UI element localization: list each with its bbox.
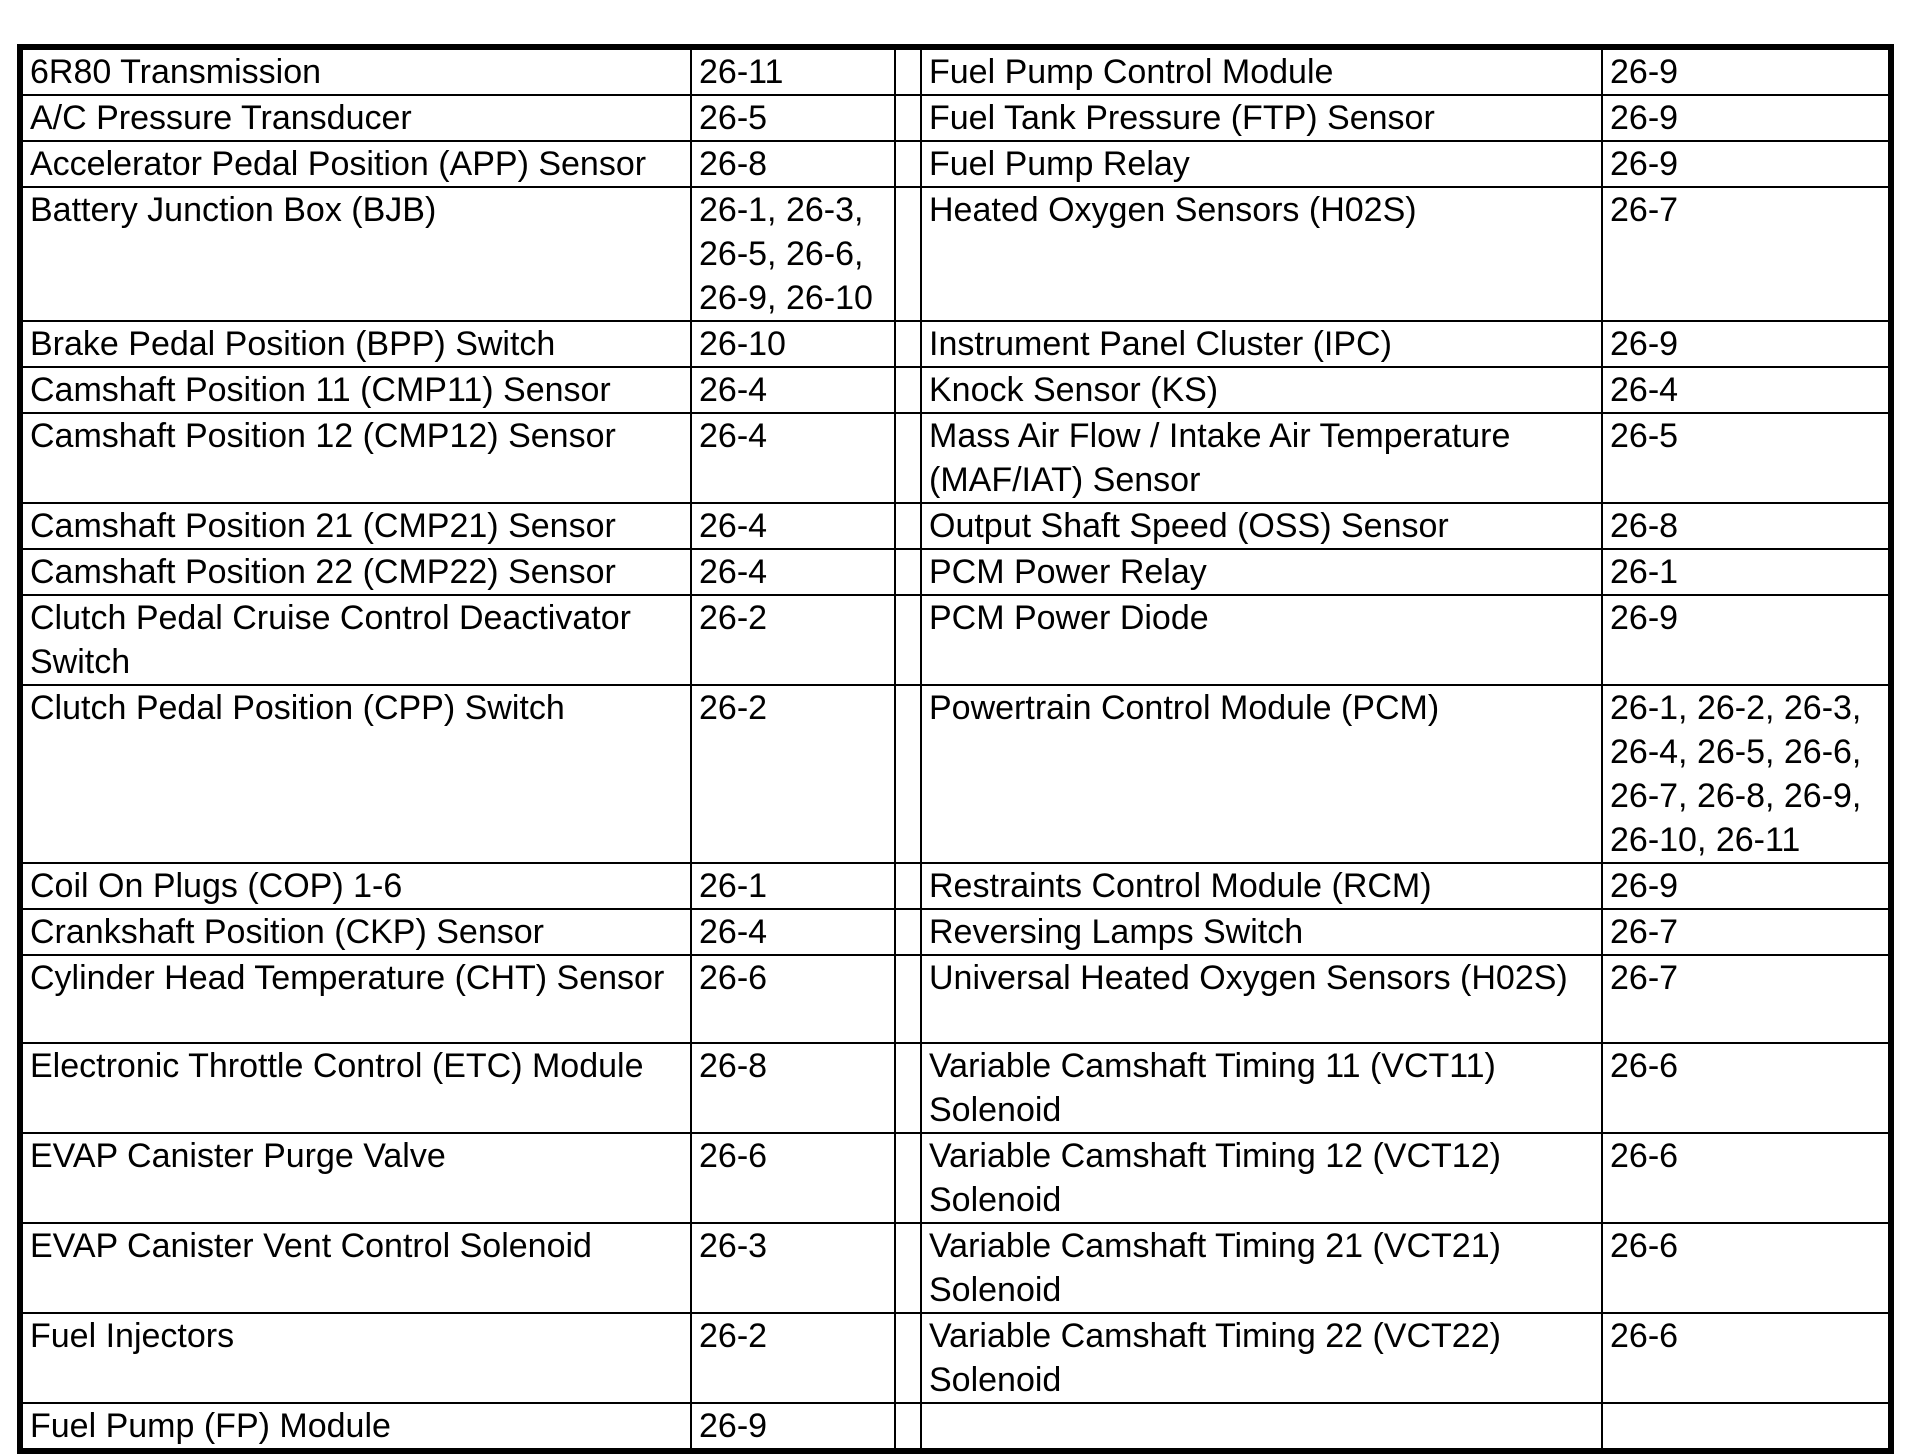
left-component-name: A/C Pressure Transducer xyxy=(20,95,691,141)
right-page-ref: 26-9 xyxy=(1602,47,1891,95)
left-component-name: Brake Pedal Position (BPP) Switch xyxy=(20,321,691,367)
right-page-ref: 26-6 xyxy=(1602,1223,1891,1313)
left-page-ref: 26-6 xyxy=(691,955,895,1043)
left-page-ref: 26-10 xyxy=(691,321,895,367)
right-page-ref: 26-7 xyxy=(1602,955,1891,1043)
right-page-ref: 26-7 xyxy=(1602,909,1891,955)
right-page-ref: 26-9 xyxy=(1602,141,1891,187)
left-page-ref: 26-11 xyxy=(691,47,895,95)
right-page-ref: 26-8 xyxy=(1602,503,1891,549)
left-component-name: Crankshaft Position (CKP) Sensor xyxy=(20,909,691,955)
index-row xyxy=(20,1133,1891,1223)
index-row xyxy=(20,685,1891,863)
index-row xyxy=(20,503,1891,549)
column-gap xyxy=(895,321,921,367)
index-row xyxy=(20,1043,1891,1133)
right-page-ref: 26-4 xyxy=(1602,367,1891,413)
index-row xyxy=(20,595,1891,685)
left-component-name: EVAP Canister Purge Valve xyxy=(20,1133,691,1223)
right-component-name: Variable Camshaft Timing 12 (VCT12) Solenoid xyxy=(921,1133,1602,1223)
column-gap xyxy=(895,595,921,685)
left-component-name: Battery Junction Box (BJB) xyxy=(20,187,691,321)
column-gap xyxy=(895,141,921,187)
index-row xyxy=(20,863,1891,909)
right-page-ref: 26-1 xyxy=(1602,549,1891,595)
right-page-ref: 26-9 xyxy=(1602,595,1891,685)
left-page-ref: 26-6 xyxy=(691,1133,895,1223)
right-component-name: Mass Air Flow / Intake Air Temperature (MAF/IAT) Sensor xyxy=(921,413,1602,503)
right-component-name: Universal Heated Oxygen Sensors (H02S) xyxy=(921,955,1602,1043)
left-component-name: Fuel Injectors xyxy=(20,1313,691,1403)
column-gap xyxy=(895,367,921,413)
right-component-name: Variable Camshaft Timing 11 (VCT11) Solenoid xyxy=(921,1043,1602,1133)
right-component-name: Instrument Panel Cluster (IPC) xyxy=(921,321,1602,367)
left-component-name: Coil On Plugs (COP) 1-6 xyxy=(20,863,691,909)
left-component-name: Clutch Pedal Position (CPP) Switch xyxy=(20,685,691,863)
left-component-name: Accelerator Pedal Position (APP) Sensor xyxy=(20,141,691,187)
left-page-ref: 26-2 xyxy=(691,685,895,863)
left-component-name: Electronic Throttle Control (ETC) Module xyxy=(20,1043,691,1133)
left-component-name: Clutch Pedal Cruise Control Deactivator Switch xyxy=(20,595,691,685)
column-gap xyxy=(895,95,921,141)
right-component-name xyxy=(921,1403,1602,1451)
column-gap xyxy=(895,1133,921,1223)
left-page-ref: 26-2 xyxy=(691,1313,895,1403)
index-row xyxy=(20,413,1891,503)
right-page-ref: 26-6 xyxy=(1602,1313,1891,1403)
left-page-ref: 26-4 xyxy=(691,549,895,595)
right-component-name: Heated Oxygen Sensors (H02S) xyxy=(921,187,1602,321)
column-gap xyxy=(895,1043,921,1133)
index-row xyxy=(20,367,1891,413)
left-page-ref: 26-2 xyxy=(691,595,895,685)
index-row xyxy=(20,95,1891,141)
left-page-ref: 26-4 xyxy=(691,909,895,955)
right-page-ref: 26-1, 26-2, 26-3, 26-4, 26-5, 26-6, 26-7, 26-8, 26-9, 26-10, 26-11 xyxy=(1602,685,1891,863)
right-component-name: Variable Camshaft Timing 21 (VCT21) Solenoid xyxy=(921,1223,1602,1313)
left-page-ref: 26-5 xyxy=(691,95,895,141)
left-component-name: Camshaft Position 22 (CMP22) Sensor xyxy=(20,549,691,595)
left-page-ref: 26-1, 26-3, 26-5, 26-6, 26-9, 26-10 xyxy=(691,187,895,321)
left-component-name: Camshaft Position 12 (CMP12) Sensor xyxy=(20,413,691,503)
left-page-ref: 26-8 xyxy=(691,1043,895,1133)
right-component-name: PCM Power Diode xyxy=(921,595,1602,685)
column-gap xyxy=(895,1403,921,1451)
right-component-name: Fuel Pump Relay xyxy=(921,141,1602,187)
index-row xyxy=(20,1313,1891,1403)
right-component-name: Knock Sensor (KS) xyxy=(921,367,1602,413)
left-page-ref: 26-4 xyxy=(691,503,895,549)
left-component-name: EVAP Canister Vent Control Solenoid xyxy=(20,1223,691,1313)
index-row xyxy=(20,549,1891,595)
index-row xyxy=(20,187,1891,321)
index-row xyxy=(20,1223,1891,1313)
column-gap xyxy=(895,955,921,1043)
column-gap xyxy=(895,549,921,595)
left-component-name: Camshaft Position 11 (CMP11) Sensor xyxy=(20,367,691,413)
component-index-table xyxy=(17,44,1894,1454)
right-component-name: Reversing Lamps Switch xyxy=(921,909,1602,955)
index-row xyxy=(20,909,1891,955)
left-page-ref: 26-9 xyxy=(691,1403,895,1451)
left-page-ref: 26-4 xyxy=(691,413,895,503)
column-gap xyxy=(895,503,921,549)
column-gap xyxy=(895,685,921,863)
column-gap xyxy=(895,1223,921,1313)
right-page-ref: 26-6 xyxy=(1602,1133,1891,1223)
index-row xyxy=(20,955,1891,1043)
left-page-ref: 26-1 xyxy=(691,863,895,909)
index-row xyxy=(20,47,1891,95)
left-component-name: Fuel Pump (FP) Module xyxy=(20,1403,691,1451)
index-row xyxy=(20,141,1891,187)
right-component-name: Fuel Pump Control Module xyxy=(921,47,1602,95)
column-gap xyxy=(895,187,921,321)
index-row xyxy=(20,1403,1891,1451)
column-gap xyxy=(895,909,921,955)
right-page-ref: 26-5 xyxy=(1602,413,1891,503)
right-component-name: Fuel Tank Pressure (FTP) Sensor xyxy=(921,95,1602,141)
column-gap xyxy=(895,1313,921,1403)
right-component-name: PCM Power Relay xyxy=(921,549,1602,595)
left-page-ref: 26-4 xyxy=(691,367,895,413)
column-gap xyxy=(895,863,921,909)
right-component-name: Restraints Control Module (RCM) xyxy=(921,863,1602,909)
right-page-ref: 26-9 xyxy=(1602,863,1891,909)
right-component-name: Variable Camshaft Timing 22 (VCT22) Solenoid xyxy=(921,1313,1602,1403)
right-component-name: Powertrain Control Module (PCM) xyxy=(921,685,1602,863)
right-page-ref: 26-7 xyxy=(1602,187,1891,321)
right-page-ref: 26-9 xyxy=(1602,321,1891,367)
left-page-ref: 26-3 xyxy=(691,1223,895,1313)
left-component-name: 6R80 Transmission xyxy=(20,47,691,95)
right-page-ref: 26-6 xyxy=(1602,1043,1891,1133)
column-gap xyxy=(895,47,921,95)
left-component-name: Cylinder Head Temperature (CHT) Sensor xyxy=(20,955,691,1043)
index-table-body xyxy=(20,47,1891,1451)
right-component-name: Output Shaft Speed (OSS) Sensor xyxy=(921,503,1602,549)
left-component-name: Camshaft Position 21 (CMP21) Sensor xyxy=(20,503,691,549)
left-page-ref: 26-8 xyxy=(691,141,895,187)
right-page-ref xyxy=(1602,1403,1891,1451)
column-gap xyxy=(895,413,921,503)
index-row xyxy=(20,321,1891,367)
right-page-ref: 26-9 xyxy=(1602,95,1891,141)
